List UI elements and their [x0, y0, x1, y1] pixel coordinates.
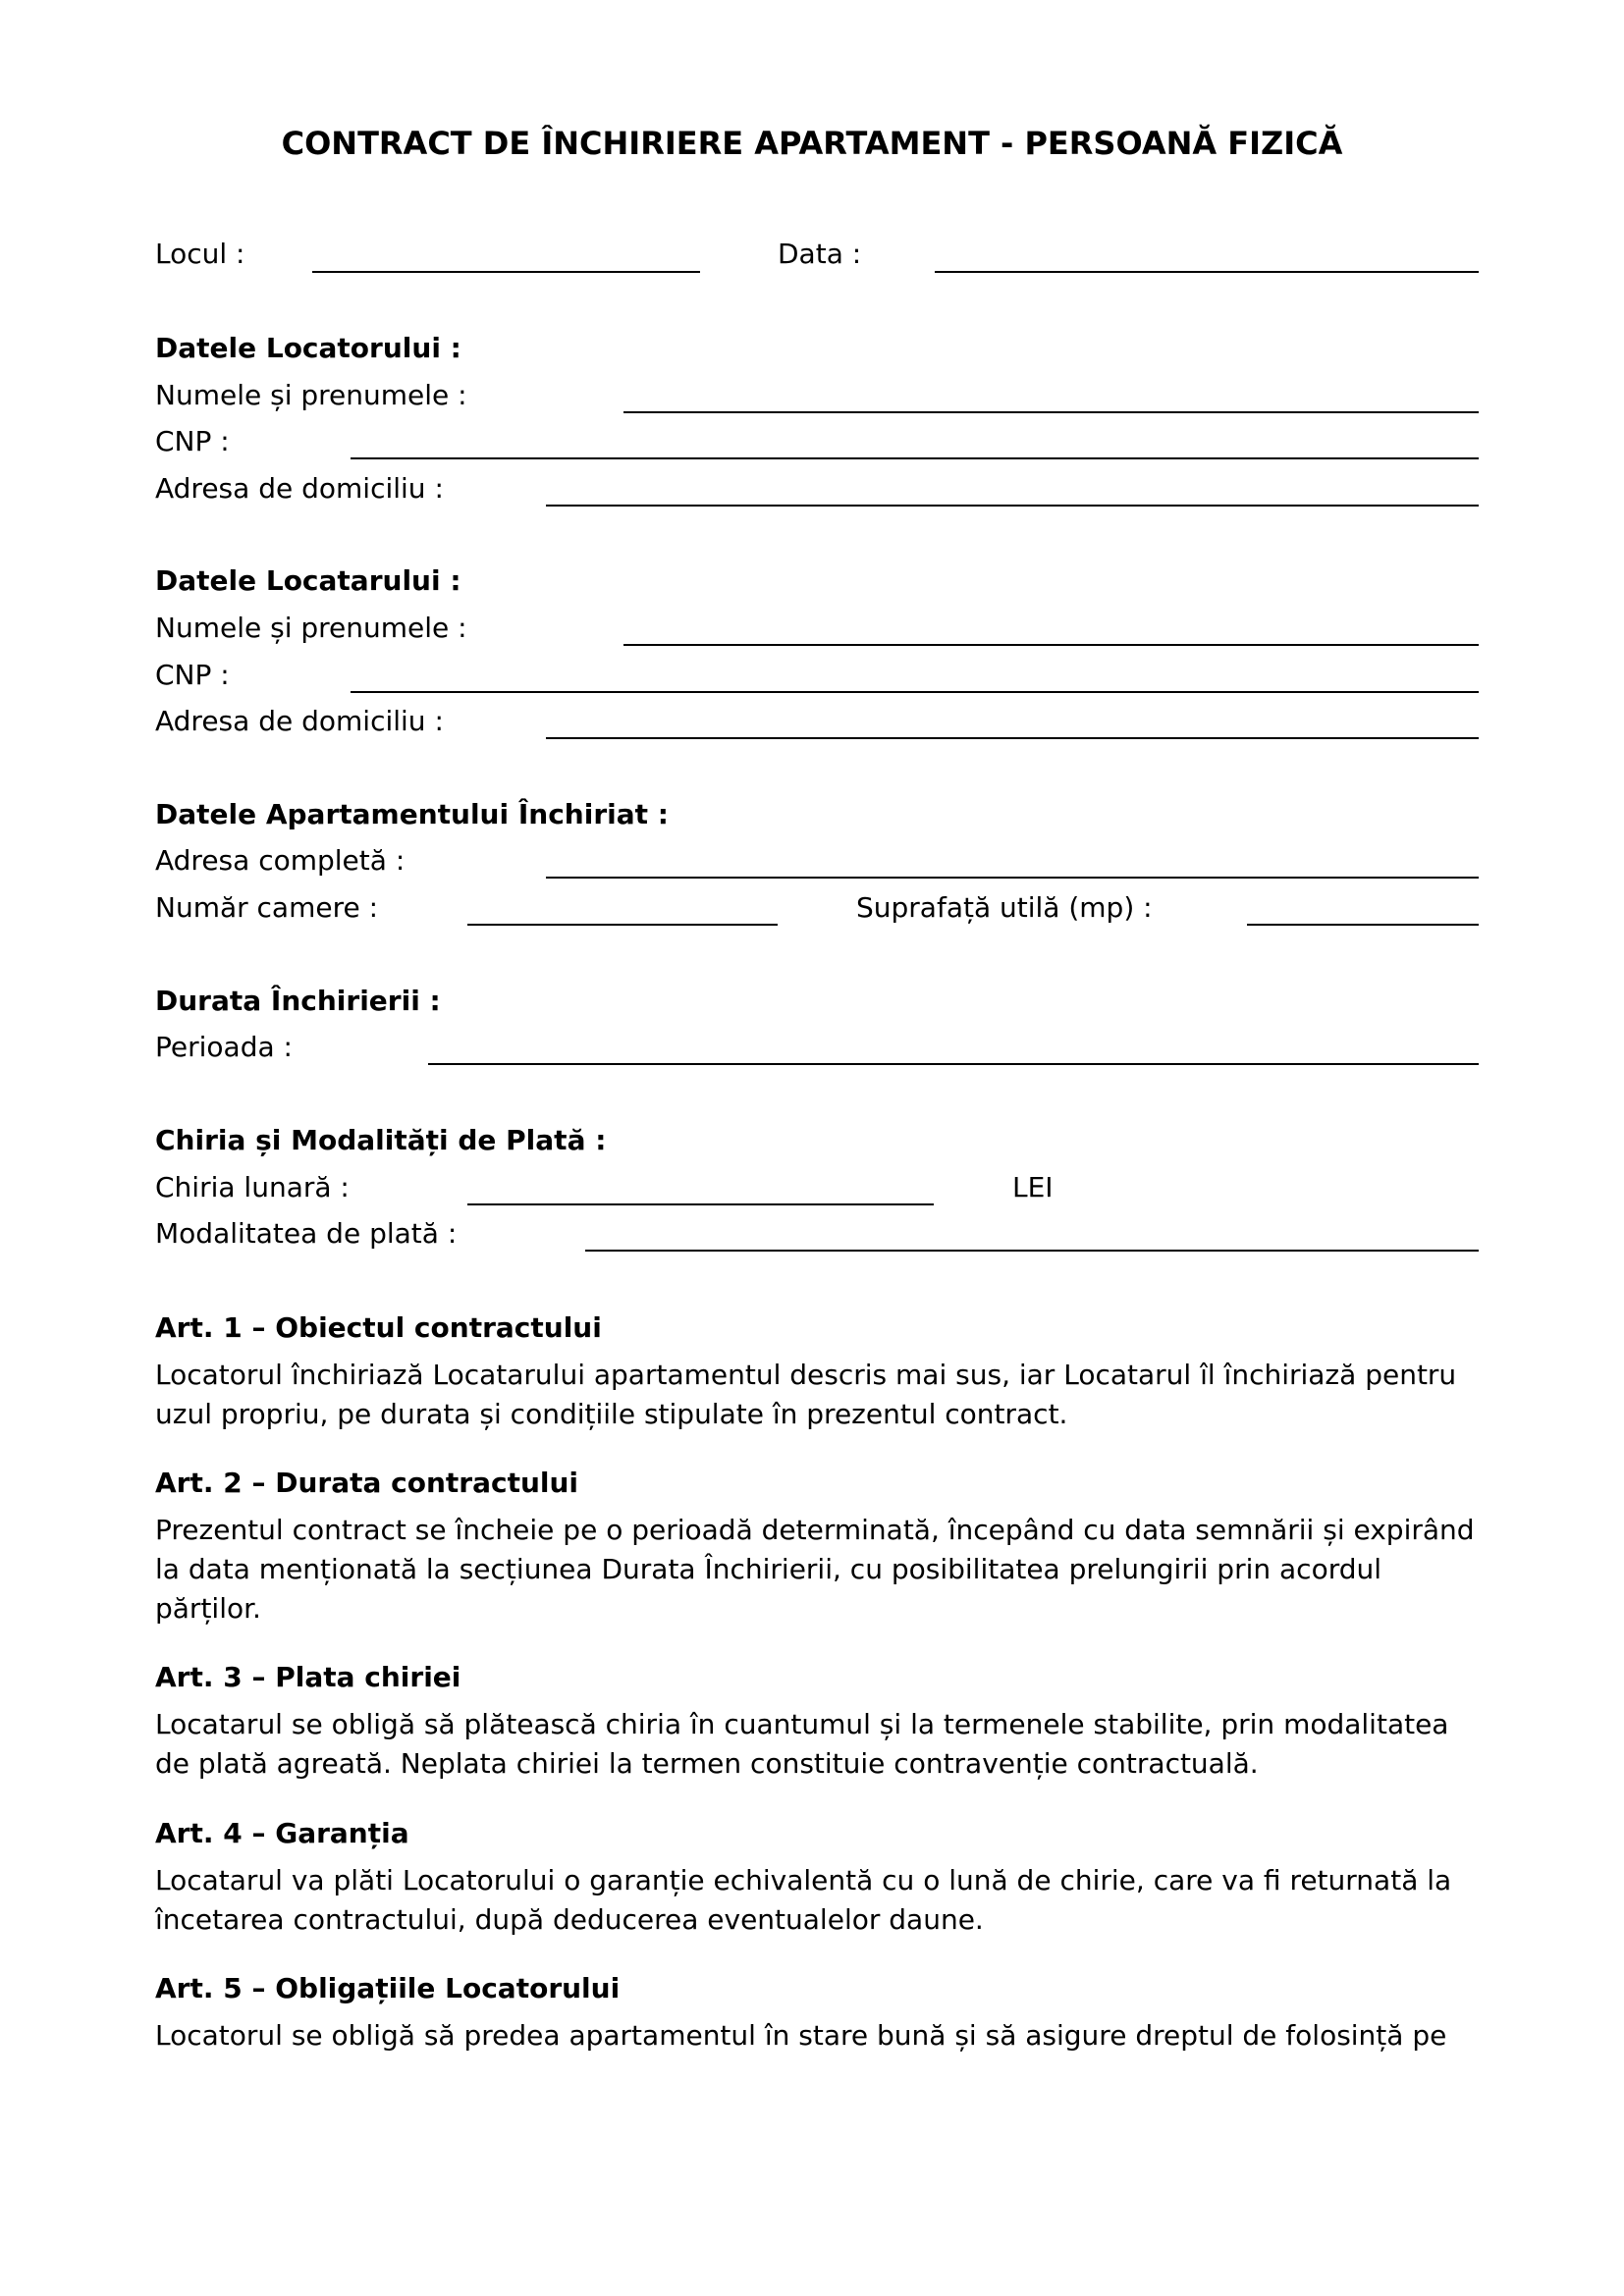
locatar-adresa-label: Adresa de domiciliu :: [155, 705, 444, 737]
locator-cnp-field[interactable]: [351, 457, 1479, 459]
article-title: Art. 2 – Durata contractului: [155, 1467, 579, 1499]
locator-nume-field[interactable]: [623, 411, 1479, 413]
chiria-heading: Chiria și Modalități de Plată :: [155, 1124, 607, 1156]
data-label: Data :: [778, 238, 862, 270]
perioada-field[interactable]: [428, 1063, 1479, 1065]
perioada-label: Perioada :: [155, 1031, 293, 1063]
article-text: Locatarul va plăti Locatorului o garanție echivalentă cu o lună de chirie, care va fi returnată la încetarea contractului, după deducerea eventualelor daune.: [155, 1864, 1452, 1936]
locatar-nume-label: Numele și prenumele :: [155, 612, 467, 644]
locator-adresa-field[interactable]: [546, 505, 1479, 507]
locatar-cnp-label: CNP :: [155, 659, 230, 691]
suprafata-label: Suprafață utilă (mp) :: [856, 891, 1153, 924]
locul-field[interactable]: [312, 271, 700, 273]
locatar-cnp-field[interactable]: [351, 691, 1479, 693]
camere-field[interactable]: [467, 924, 778, 926]
locatar-adresa-field[interactable]: [546, 737, 1479, 739]
article-text: Prezentul contract se încheie pe o perioadă determinată, începând cu data semnării și expirând la data menționată la secțiunea Durata Închirierii, cu posibilitatea prelungirii prin acordul părților.: [155, 1514, 1475, 1625]
chiria-lunara-field[interactable]: [467, 1203, 934, 1205]
article-title: Art. 5 – Obligațiile Locatorului: [155, 1972, 621, 2004]
document-title: CONTRACT DE ÎNCHIRIERE APARTAMENT - PERSOANĂ FIZICĂ: [281, 125, 1343, 162]
locator-adresa-label: Adresa de domiciliu :: [155, 472, 444, 505]
article-text: Locatarul se obligă să plătească chiria în cuantumul și la termenele stabilite, prin modalitatea de plată agreată. Neplata chiriei la termen constituie contravenție contractuală.: [155, 1708, 1449, 1780]
locator-heading: Datele Locatorului :: [155, 332, 461, 364]
locator-nume-label: Numele și prenumele :: [155, 379, 467, 411]
locatar-heading: Datele Locatarului :: [155, 564, 461, 597]
article-title: Art. 4 – Garanția: [155, 1817, 409, 1849]
apartament-adresa-label: Adresa completă :: [155, 844, 406, 877]
data-field[interactable]: [935, 271, 1479, 273]
locator-cnp-label: CNP :: [155, 425, 230, 457]
article-title: Art. 1 – Obiectul contractului: [155, 1311, 602, 1344]
article-text: Locatorul închiriază Locatarului apartamentul descris mai sus, iar Locatarul îl închiriază pentru uzul propriu, pe durata și condițiile stipulate în prezentul contract.: [155, 1359, 1457, 1430]
article-text: Locatorul se obligă să predea apartamentul în stare bună și să asigure dreptul de folosință pe: [155, 2019, 1447, 2052]
durata-heading: Durata Închirierii :: [155, 985, 441, 1017]
modalitate-field[interactable]: [585, 1250, 1479, 1252]
locatar-nume-field[interactable]: [623, 644, 1479, 646]
suprafata-field[interactable]: [1247, 924, 1479, 926]
modalitate-label: Modalitatea de plată :: [155, 1217, 458, 1250]
chiria-lunara-label: Chiria lunară :: [155, 1171, 350, 1203]
locul-label: Locul :: [155, 238, 245, 270]
camere-label: Număr camere :: [155, 891, 379, 924]
currency-label: LEI: [1012, 1171, 1054, 1203]
article-title: Art. 3 – Plata chiriei: [155, 1661, 461, 1693]
apartament-adresa-field[interactable]: [546, 877, 1479, 879]
apartament-heading: Datele Apartamentului Închiriat :: [155, 798, 669, 830]
